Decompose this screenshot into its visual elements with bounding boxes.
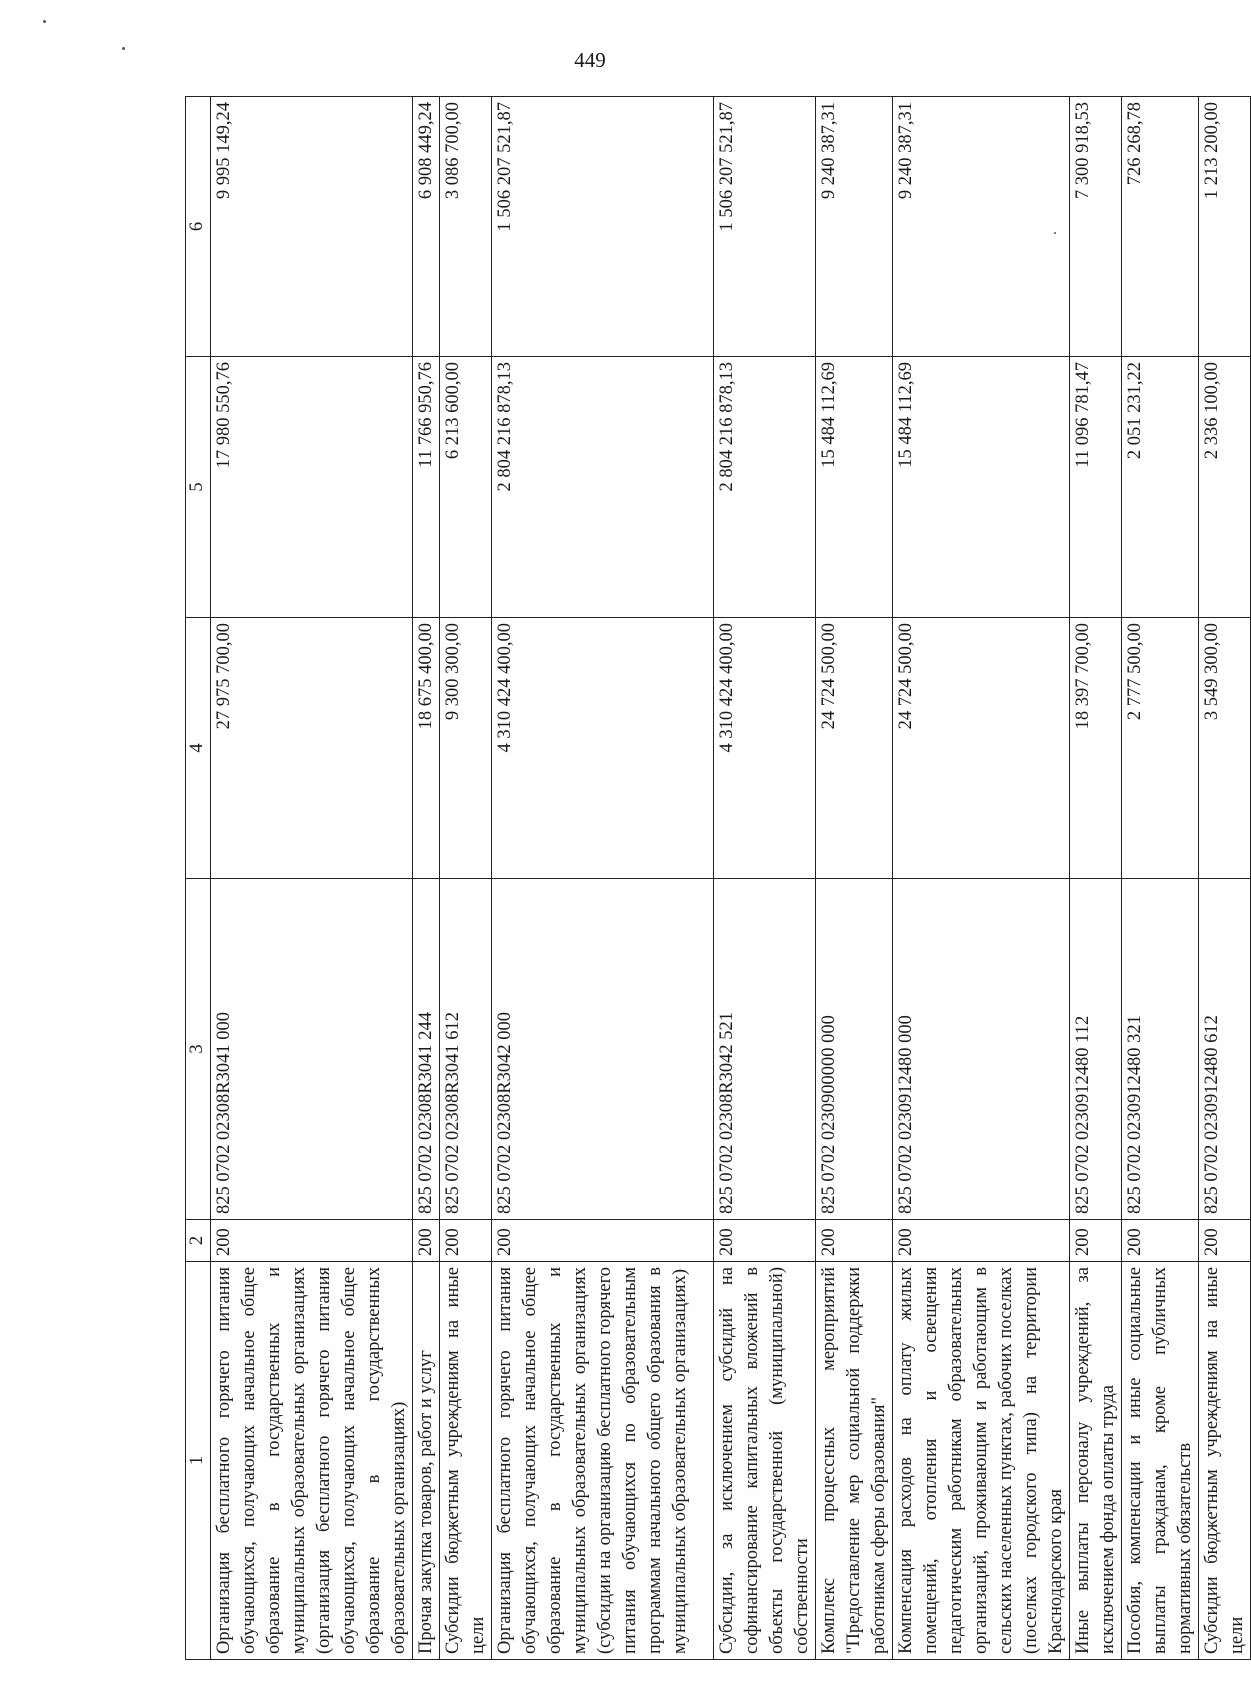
row-name-cell: Субсидии бюджетным учреждениям на иные цели bbox=[440, 1262, 492, 1660]
row-col4-cell: 24 724 500,00 bbox=[816, 618, 893, 879]
column-header: 2 bbox=[186, 1220, 211, 1262]
row-col4-cell: 18 397 700,00 bbox=[1070, 618, 1122, 879]
column-header: 3 bbox=[186, 879, 211, 1220]
table-row bbox=[413, 97, 440, 1660]
row-reg-cell: 200 bbox=[893, 1220, 1070, 1262]
table-row bbox=[492, 97, 714, 1660]
row-col5-cell: 2 804 216 878,13 bbox=[714, 357, 816, 618]
row-col6-cell: 9 995 149,24 bbox=[211, 97, 413, 357]
row-col4-cell: 3 549 300,00 bbox=[1199, 618, 1251, 879]
table-row bbox=[440, 97, 492, 1660]
row-col5-cell: 2 336 100,00 bbox=[1199, 357, 1251, 618]
column-header: 1 bbox=[186, 1262, 211, 1660]
rotated-table-area bbox=[185, 97, 1247, 1660]
row-col6-cell: 9 240 387,31 bbox=[893, 97, 1070, 357]
row-name-cell: Комплекс процессных мероприятий "Предоставление мер социальной поддержки работникам сферы образования" bbox=[816, 1262, 893, 1660]
row-col4-cell: 2 777 500,00 bbox=[1122, 618, 1199, 879]
row-code-cell: 825 0702 0230900000 000 bbox=[816, 879, 893, 1220]
row-reg-cell: 200 bbox=[440, 1220, 492, 1262]
row-col5-cell: 15 484 112,69 bbox=[816, 357, 893, 618]
row-col4-cell: 24 724 500,00 bbox=[893, 618, 1070, 879]
row-code-cell: 825 0702 02308R3042 000 bbox=[492, 879, 714, 1220]
row-col4-cell: 4 310 424 400,00 bbox=[492, 618, 714, 879]
row-col6-cell: 1 506 207 521,87 bbox=[714, 97, 816, 357]
table-row bbox=[1070, 97, 1122, 1660]
budget-table bbox=[185, 96, 1251, 1660]
row-col5-cell: 15 484 112,69 bbox=[893, 357, 1070, 618]
row-col6-cell: 6 908 449,24 bbox=[413, 97, 440, 357]
row-col6-cell: 7 300 918,53 bbox=[1070, 97, 1122, 357]
row-col4-cell: 9 300 300,00 bbox=[440, 618, 492, 879]
row-reg-cell: 200 bbox=[413, 1220, 440, 1262]
row-name-cell: Иные выплаты персоналу учреждений, за исключением фонда оплаты труда bbox=[1070, 1262, 1122, 1660]
row-col4-cell: 4 310 424 400,00 bbox=[714, 618, 816, 879]
row-col5-cell: 17 980 550,76 bbox=[211, 357, 413, 618]
rotated-table-frame bbox=[185, 97, 1247, 1660]
row-reg-cell: 200 bbox=[1122, 1220, 1199, 1262]
table-body bbox=[211, 97, 1251, 1660]
row-reg-cell: 200 bbox=[816, 1220, 893, 1262]
column-header: 5 bbox=[186, 357, 211, 618]
row-col4-cell: 18 675 400,00 bbox=[413, 618, 440, 879]
row-code-cell: 825 0702 0230912480 000 bbox=[893, 879, 1070, 1220]
row-col6-cell: 3 086 700,00 bbox=[440, 97, 492, 357]
row-col6-cell: 1 213 200,00 bbox=[1199, 97, 1251, 357]
row-code-cell: 825 0702 0230912480 112 bbox=[1070, 879, 1122, 1220]
table-row bbox=[714, 97, 816, 1660]
row-col5-cell: 11 096 781,47 bbox=[1070, 357, 1122, 618]
row-col5-cell: 6 213 600,00 bbox=[440, 357, 492, 618]
row-reg-cell: 200 bbox=[211, 1220, 413, 1262]
scan-speck bbox=[122, 47, 125, 50]
row-reg-cell: 200 bbox=[714, 1220, 816, 1262]
row-name-cell: Организация бесплатного горячего питания обучающихся, получающих начальное общее образование в государственных и муниципальных образовательных организациях (организация бесплатного горячего питания обучающихся, получающих начальное общее образование в государственных образовательных организациях) bbox=[211, 1262, 413, 1660]
row-col5-cell: 2 051 231,22 bbox=[1122, 357, 1199, 618]
row-col5-cell: 11 766 950,76 bbox=[413, 357, 440, 618]
table-row bbox=[211, 97, 413, 1660]
row-code-cell: 825 0702 0230912480 321 bbox=[1122, 879, 1199, 1220]
row-col5-cell: 2 804 216 878,13 bbox=[492, 357, 714, 618]
row-col6-cell: 726 268,78 bbox=[1122, 97, 1199, 357]
row-reg-cell: 200 bbox=[1199, 1220, 1251, 1262]
row-name-cell: Компенсация расходов на оплату жилых помещений, отопления и освещения педагогическим работникам образовательных организаций, проживающим и работающим в сельских населенных пунктах, рабочих поселках (поселках городского типа) на территории Краснодарского края bbox=[893, 1262, 1070, 1660]
row-code-cell: 825 0702 02308R3041 244 bbox=[413, 879, 440, 1220]
page-number: 449 bbox=[574, 48, 606, 72]
row-name-cell: Субсидии бюджетным учреждениям на иные цели bbox=[1199, 1262, 1251, 1660]
table-row bbox=[1199, 97, 1251, 1660]
scan-speck bbox=[43, 20, 46, 23]
row-col4-cell: 27 975 700,00 bbox=[211, 618, 413, 879]
table-row bbox=[816, 97, 893, 1660]
row-code-cell: 825 0702 0230912480 612 bbox=[1199, 879, 1251, 1220]
row-col6-cell: 1 506 207 521,87 bbox=[492, 97, 714, 357]
row-name-cell: Прочая закупка товаров, работ и услуг bbox=[413, 1262, 440, 1660]
row-code-cell: 825 0702 02308R3042 521 bbox=[714, 879, 816, 1220]
table-header-row bbox=[186, 97, 211, 1660]
row-reg-cell: 200 bbox=[1070, 1220, 1122, 1262]
row-name-cell: Субсидии, за исключением субсидий на софинансирование капитальных вложений в объекты государственной (муниципальной) собственности bbox=[714, 1262, 816, 1660]
column-header: 4 bbox=[186, 618, 211, 879]
table-row bbox=[893, 97, 1070, 1660]
row-name-cell: Пособия, компенсации и иные социальные выплаты гражданам, кроме публичных нормативных обязательств bbox=[1122, 1262, 1199, 1660]
column-header: 6 bbox=[186, 97, 211, 357]
row-code-cell: 825 0702 02308R3041 612 bbox=[440, 879, 492, 1220]
row-reg-cell: 200 bbox=[492, 1220, 714, 1262]
table-row bbox=[1122, 97, 1199, 1660]
row-col6-cell: 9 240 387,31 bbox=[816, 97, 893, 357]
row-code-cell: 825 0702 02308R3041 000 bbox=[211, 879, 413, 1220]
row-name-cell: Организация бесплатного горячего питания обучающихся, получающих начальное общее образование в государственных и муниципальных образовательных организациях (субсидии на организацию бесплатного горячего питания обучающихся по образовательным программам начального общего образования в муниципальных образовательных организациях) bbox=[492, 1262, 714, 1660]
